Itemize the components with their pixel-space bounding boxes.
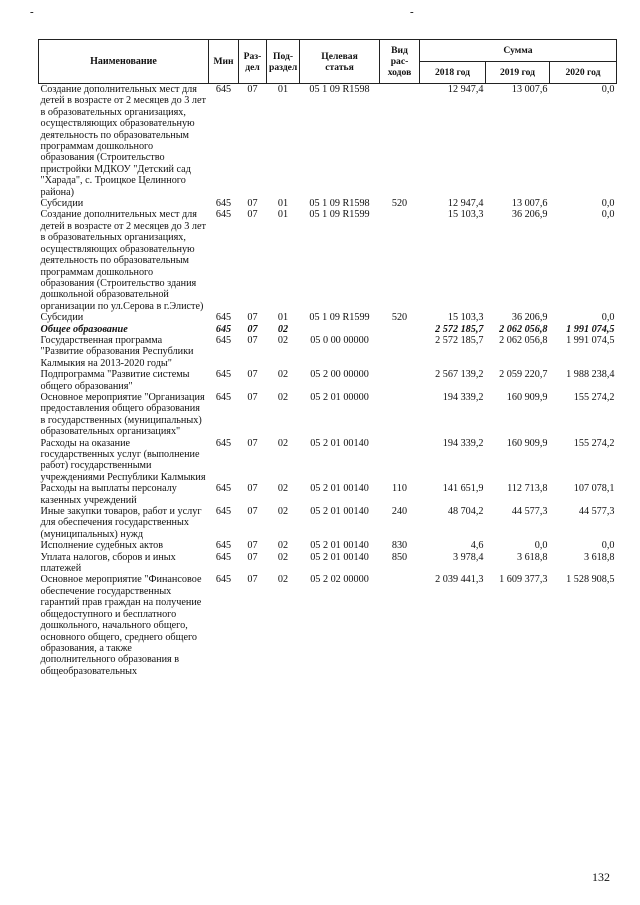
row-sum-2019: 160 909,9 — [506, 391, 548, 403]
row-min: 645 — [215, 391, 232, 403]
row-name: Уплата налогов, сборов и иных платежей — [40, 551, 176, 575]
row-target: 05 2 01 00140 — [310, 506, 369, 518]
row-target: 05 2 02 00000 — [310, 574, 369, 586]
row-vid — [380, 392, 420, 438]
row-target: 05 2 00 00000 — [310, 369, 369, 381]
row-min: 645 — [215, 551, 232, 563]
row-podrazdel: 01 — [277, 209, 289, 221]
header-razdel: Раз- дел — [239, 40, 267, 84]
table-row — [39, 324, 617, 335]
row-min: 645 — [215, 84, 232, 95]
row-sum-2018: 2 572 185,7 — [435, 334, 484, 346]
header-podrazdel: Под- раздел — [267, 40, 300, 84]
row-sum-2020: 3 618,8 — [583, 551, 615, 563]
row-target — [300, 324, 380, 335]
table-row — [39, 483, 617, 506]
row-razdel: 07 — [247, 84, 258, 95]
row-sum-2018: 194 339,2 — [442, 391, 484, 403]
row-podrazdel: 02 — [277, 437, 289, 449]
row-razdel: 07 — [247, 551, 258, 563]
row-target: 05 2 01 00140 — [310, 483, 369, 495]
row-sum-2019: 13 007,6 — [511, 84, 548, 95]
row-sum-2018: 12 947,4 — [447, 84, 484, 95]
row-podrazdel: 01 — [277, 198, 289, 210]
row-razdel: 07 — [247, 391, 258, 403]
row-min: 645 — [215, 574, 232, 586]
row-min: 645 — [215, 312, 232, 324]
row-min: 645 — [215, 209, 232, 221]
row-sum-2018: 15 103,3 — [447, 312, 484, 324]
row-podrazdel: 02 — [277, 323, 289, 335]
table-row — [39, 540, 617, 551]
row-min: 645 — [215, 540, 232, 552]
row-vid: 850 — [391, 551, 408, 563]
row-target: 05 2 01 00140 — [310, 437, 369, 449]
row-podrazdel: 02 — [277, 369, 289, 381]
row-sum-2018: 2 039 441,3 — [435, 574, 484, 586]
row-razdel: 07 — [247, 312, 258, 324]
row-vid — [380, 438, 420, 484]
row-sum-2019: 36 206,9 — [511, 209, 548, 221]
row-min: 645 — [215, 437, 232, 449]
row-name: Основное мероприятие "Организация предоставления общего образования в государственных (муниципальных) образовательных организациях" — [40, 391, 205, 438]
row-sum-2020: 1 528 908,5 — [566, 574, 615, 586]
row-razdel: 07 — [247, 437, 258, 449]
row-min: 645 — [215, 506, 232, 518]
row-sum-2020: 0,0 — [601, 198, 615, 210]
row-sum-2018: 4,6 — [470, 540, 484, 552]
row-sum-2018: 194 339,2 — [442, 437, 484, 449]
row-sum-2020: 1 991 074,5 — [566, 334, 615, 346]
row-name: Исполнение судебных актов — [40, 540, 164, 552]
row-sum-2019: 2 059 220,7 — [499, 369, 548, 381]
table-row — [39, 574, 617, 677]
row-name: Государственная программа "Развитие образования Республики Калмыкия на 2013-2020 годы" — [40, 334, 194, 369]
row-razdel: 07 — [247, 209, 258, 221]
row-sum-2020: 0,0 — [601, 84, 615, 95]
row-min: 645 — [215, 323, 232, 335]
row-podrazdel: 02 — [277, 483, 289, 495]
row-target: 05 1 09 R1599 — [309, 312, 370, 324]
row-razdel: 07 — [247, 483, 258, 495]
row-sum-2019: 2 062 056,8 — [499, 323, 548, 335]
row-vid — [380, 209, 420, 312]
row-target: 05 0 00 00000 — [310, 334, 369, 346]
row-podrazdel: 02 — [277, 551, 289, 563]
table-row — [39, 369, 617, 392]
header-2018: 2018 год — [420, 62, 486, 84]
row-sum-2020: 0,0 — [601, 312, 615, 324]
header-name: Наименование — [39, 40, 209, 84]
row-target: 05 2 01 00140 — [310, 540, 369, 552]
row-min: 645 — [215, 334, 232, 346]
row-sum-2020: 0,0 — [601, 540, 615, 552]
row-sum-2020: 107 078,1 — [573, 483, 615, 495]
row-sum-2018: 2 567 139,2 — [435, 369, 484, 381]
header-sum: Сумма — [420, 40, 617, 62]
header-target: Целевая статья — [300, 40, 380, 84]
row-vid — [380, 369, 420, 392]
row-razdel: 07 — [247, 506, 258, 518]
row-vid — [380, 335, 420, 369]
row-sum-2019: 112 713,8 — [507, 483, 548, 495]
row-target: 05 2 01 00140 — [310, 551, 369, 563]
row-name: Основное мероприятие "Финансовое обеспечение государственных гарантий прав граждан на получение общедоступного и бесплатного дошкольного, начального общего, основного общего, среднего общего образования, а также дополнительного образования в общеобразовательных — [40, 574, 202, 677]
page-number: 132 — [592, 870, 610, 884]
row-name: Общее образование — [40, 323, 128, 335]
row-vid: 520 — [391, 198, 408, 210]
row-name: Расходы на выплаты персоналу казенных учреждений — [40, 483, 177, 506]
row-sum-2019: 44 577,3 — [511, 506, 548, 518]
row-sum-2019: 2 062 056,8 — [499, 334, 548, 346]
row-razdel: 07 — [247, 369, 258, 381]
row-vid — [380, 324, 420, 335]
top-mark-left: - — [30, 6, 34, 18]
row-target: 05 1 09 R1598 — [309, 198, 370, 210]
table-row — [39, 312, 617, 323]
row-min: 645 — [215, 198, 232, 210]
row-podrazdel: 01 — [277, 84, 289, 95]
row-sum-2020: 0,0 — [601, 209, 615, 221]
header-vid: Вид рас- ходов — [380, 40, 420, 84]
table-row — [39, 84, 617, 199]
row-name: Создание дополнительных мест для детей в возрасте от 2 месяцев до 3 лет в образовательных организациях, осуществляющих образовательную деятельность по образовательным программам дошкольного образования (Строительство здания дошкольной образовательной организации по ул.Серова в г.Элисте) — [40, 209, 206, 312]
row-vid — [380, 84, 420, 199]
row-vid: 520 — [391, 312, 408, 324]
row-min: 645 — [215, 369, 232, 381]
row-sum-2020: 155 274,2 — [573, 437, 615, 449]
table-row — [39, 552, 617, 575]
budget-table — [38, 39, 617, 677]
row-sum-2018: 15 103,3 — [447, 209, 484, 221]
row-sum-2019: 0,0 — [534, 540, 548, 552]
row-sum-2018: 12 947,4 — [447, 198, 484, 210]
row-vid: 240 — [391, 506, 408, 518]
row-sum-2020: 155 274,2 — [573, 391, 615, 403]
row-podrazdel: 01 — [277, 312, 289, 324]
row-target: 05 1 09 R1598 — [309, 84, 370, 95]
row-sum-2019: 36 206,9 — [511, 312, 548, 324]
row-sum-2020: 44 577,3 — [578, 506, 615, 518]
table-row — [39, 506, 617, 540]
row-razdel: 07 — [247, 198, 258, 210]
row-name: Подпрограмма "Развитие системы общего образования" — [40, 369, 190, 392]
row-sum-2019: 3 618,8 — [516, 551, 548, 563]
row-name: Иные закупки товаров, работ и услуг для обеспечения государственных (муниципальных) нужд — [40, 506, 202, 540]
row-podrazdel: 02 — [277, 506, 289, 518]
row-sum-2018: 3 978,4 — [452, 551, 484, 563]
header-2020: 2020 год — [550, 62, 617, 84]
row-podrazdel: 02 — [277, 540, 289, 552]
row-podrazdel: 02 — [277, 334, 289, 346]
row-vid: 830 — [391, 540, 408, 552]
row-sum-2018: 2 572 185,7 — [435, 323, 484, 335]
row-sum-2020: 1 988 238,4 — [566, 369, 615, 381]
row-razdel: 07 — [247, 540, 258, 552]
row-name: Субсидии — [40, 198, 84, 210]
row-sum-2020: 1 991 074,5 — [566, 323, 615, 335]
row-name: Расходы на оказание государственных услуг (выполнение работ) государственными учреждениями Республики Калмыкия — [40, 437, 206, 483]
row-sum-2019: 160 909,9 — [506, 437, 548, 449]
row-razdel: 07 — [247, 574, 258, 586]
row-podrazdel: 02 — [277, 391, 289, 403]
row-target: 05 2 01 00000 — [310, 391, 369, 403]
row-name: Субсидии — [40, 312, 84, 324]
row-podrazdel: 02 — [277, 574, 289, 586]
row-sum-2018: 141 651,9 — [442, 483, 484, 495]
row-vid: 110 — [392, 483, 407, 495]
row-razdel: 07 — [247, 323, 258, 335]
table-row — [39, 198, 617, 209]
row-sum-2019: 13 007,6 — [511, 198, 548, 210]
row-razdel: 07 — [247, 334, 258, 346]
row-name: Создание дополнительных мест для детей в возрасте от 2 месяцев до 3 лет в образовательных организациях, осуществляющих образовательную деятельность по образовательным программам дошкольного образования (Строительство пристройки МДКОУ "Детский сад "Харада", с. Троицкое Целинного района) — [40, 84, 206, 198]
table-row — [39, 335, 617, 369]
table-row — [39, 438, 617, 484]
row-sum-2019: 1 609 377,3 — [499, 574, 548, 586]
table-row — [39, 392, 617, 438]
table-row — [39, 209, 617, 312]
row-min: 645 — [215, 483, 232, 495]
header-min: Мин — [209, 40, 239, 84]
table-header — [39, 40, 617, 84]
header-2019: 2019 год — [486, 62, 550, 84]
table-body — [39, 84, 617, 678]
top-mark-right: - — [410, 6, 414, 18]
row-vid — [380, 574, 420, 677]
row-target: 05 1 09 R1599 — [309, 209, 370, 221]
row-sum-2018: 48 704,2 — [447, 506, 484, 518]
